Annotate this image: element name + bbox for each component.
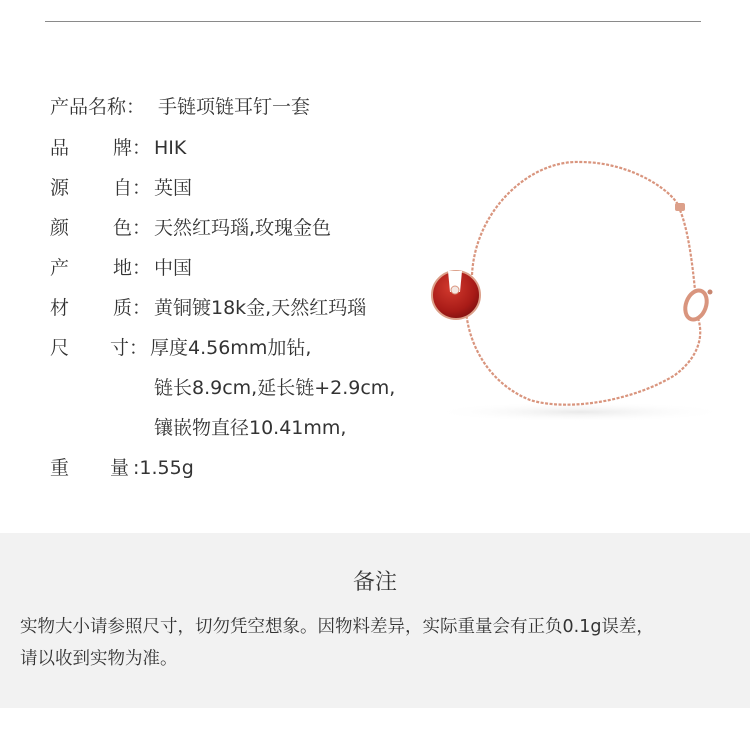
chain bbox=[472, 162, 680, 275]
spec-size-continuation: 链长8.9cm,延长链+2.9cm, bbox=[154, 377, 396, 399]
spec-value: :1.55g bbox=[133, 457, 194, 479]
spec-label-char: 品 bbox=[50, 137, 70, 159]
bracelet-image bbox=[420, 140, 740, 430]
notes-body bbox=[20, 611, 720, 675]
spec-label-char: 地： bbox=[113, 257, 152, 279]
spec-value: 厚度4.56mm加钻, bbox=[150, 337, 312, 359]
spec-value: 中国 bbox=[154, 257, 193, 279]
spec-label-char: 产 bbox=[50, 257, 70, 279]
spec-size-continuation: 镶嵌物直径10.41mm, bbox=[154, 417, 347, 439]
spec-value: 英国 bbox=[154, 177, 193, 199]
spec-label: 产品名称： bbox=[50, 96, 146, 118]
spec-value: 天然红玛瑙,玫瑰金色 bbox=[154, 217, 332, 239]
chain-left bbox=[466, 280, 701, 405]
notes-section bbox=[0, 533, 750, 708]
notes-line: 实物大小请参照尺寸，切勿凭空想象。因物料差异，实际重量会有正负0.1g误差， bbox=[20, 617, 654, 637]
lobster-clasp-icon bbox=[681, 287, 712, 322]
chain-right bbox=[680, 210, 695, 290]
spec-label-char: 量 bbox=[110, 457, 130, 479]
spec-label-char: 材 bbox=[50, 297, 70, 319]
spec-value: HIK bbox=[154, 137, 187, 159]
spec-label-char: 寸： bbox=[110, 337, 149, 359]
spec-label-char: 重 bbox=[50, 457, 70, 479]
spec-label-char: 牌： bbox=[113, 137, 152, 159]
agate-pendant-icon bbox=[432, 271, 480, 319]
spec-label-char: 源 bbox=[50, 177, 70, 199]
spec-value: 手链项链耳钉一套 bbox=[158, 96, 311, 118]
spec-label-char: 色： bbox=[113, 217, 152, 239]
notes-title: 备注 bbox=[352, 570, 397, 595]
spec-value: 黄铜镀18k金,天然红玛瑙 bbox=[154, 297, 367, 319]
top-divider bbox=[45, 21, 701, 22]
spec-label-char: 颜 bbox=[50, 217, 70, 239]
notes-line: 请以收到实物为准。 bbox=[20, 649, 178, 669]
spec-label-char: 质： bbox=[113, 297, 152, 319]
spec-label-char: 自： bbox=[113, 177, 152, 199]
spec-label-char: 尺 bbox=[50, 337, 70, 359]
